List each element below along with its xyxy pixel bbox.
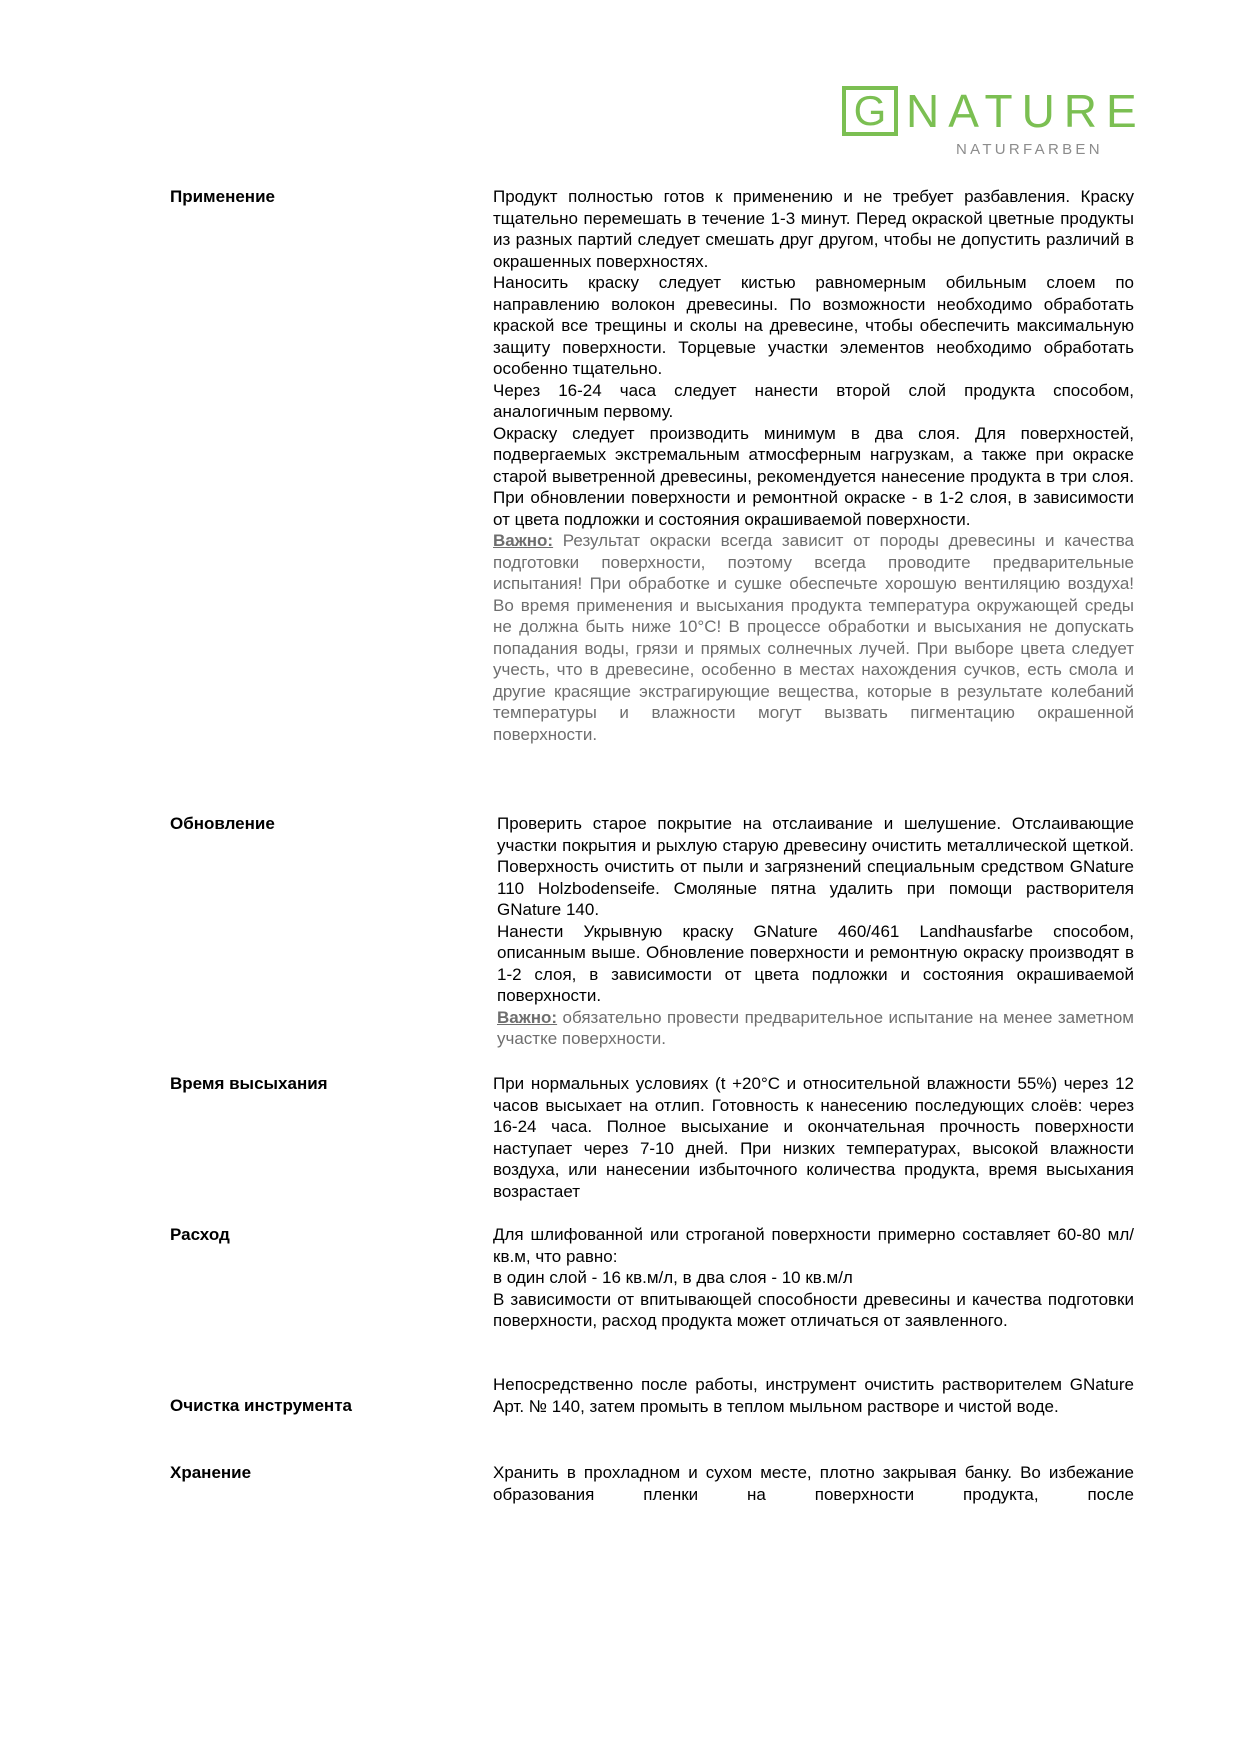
- paragraph: Продукт полностью готов к применению и не требует разбавления. Краску тщательно перемешать в течение 1-3 минут. Перед окраской цветные продукты из разных партий следует смешать друг другом, чтобы не допустить различий в окрашенных поверхностях.: [493, 187, 1134, 271]
- section-label: Время высыхания: [170, 1074, 328, 1093]
- section-content: [493, 186, 1134, 745]
- important-note: [493, 530, 1134, 745]
- section-label: Очистка инструмента: [170, 1396, 352, 1415]
- logo-letter: G: [853, 87, 887, 134]
- paragraph: Через 16-24 часа следует нанести второй слой продукта способом, аналогичным первому.: [493, 380, 1134, 421]
- paragraph: Для шлифованной или строганой поверхности примерно составляет 60-80 мл/кв.м, что равно:: [493, 1225, 1134, 1266]
- note-label: Важно:: [493, 531, 554, 550]
- paragraph: В зависимости от впитывающей способности древесины и качества подготовки поверхности, расход продукта может отличаться от заявленного.: [493, 1289, 1134, 1330]
- section-content: [497, 813, 1134, 1050]
- note-label: Важно:: [497, 1007, 558, 1027]
- section-label: Расход: [170, 1225, 230, 1244]
- paragraph: Нанести Укрывную краску GNature 460/461 Landhausfarbe способом, описанным выше. Обновление поверхности и ремонтную окраску производят в 1-2 слоя, в зависимости от цвета подложки и состояния окрашиваемой поверхности.: [497, 921, 1134, 1005]
- section-content: [493, 1462, 1134, 1505]
- section-label: Обновление: [170, 814, 275, 833]
- paragraph: Непосредственно после работы, инструмент очистить растворителем GNature Арт. № 140, затем промыть в теплом мыльном растворе и чистой воде.: [493, 1375, 1134, 1416]
- section-content: [493, 1224, 1134, 1332]
- logo-word: NATURE: [906, 85, 1146, 137]
- paragraph: Хранить в прохладном и сухом месте, плотно закрывая банку. Во избежание образования пленки на поверхности продукта, после: [493, 1463, 1134, 1504]
- paragraph: Проверить старое покрытие на отслаивание и шелушение. Отслаивающие участки покрытия и рыхлую старую древесину очистить металлической щеткой. Поверхность очистить от пыли и загрязнений специальным средством GNature 110 Holzbodenseife. Смоляные пятна удалить при помощи растворителя GNature 140.: [497, 814, 1134, 919]
- section-label: Хранение: [170, 1463, 252, 1482]
- section-content: [493, 1374, 1134, 1417]
- section-content: [493, 1073, 1134, 1202]
- paragraph: Окраску следует производить минимум в два слоя. Для поверхностей, подвергаемых экстремальным атмосферным нагрузкам, а также при окраске старой выветренной древесины, рекомендуется нанесение продукта в три слоя. При обновлении поверхности и ремонтной окраске - в 1-2 слоя, в зависимости от цвета подложки и состояния окрашиваемой поверхности.: [493, 423, 1134, 529]
- note-text: обязательно провести предварительное испытание на менее заметном участке поверхности.: [497, 1007, 1134, 1048]
- paragraph: в один слой - 16 кв.м/л, в два слоя - 10 кв.м/л: [493, 1268, 853, 1287]
- logo-subtitle: NATURFARBEN: [956, 141, 1103, 158]
- paragraph: Наносить краску следует кистью равномерным обильным слоем по направлению волокон древесины. По возможности необходимо обработать краской все трещины и сколы на древесине, чтобы обеспечить максимальную защиту поверхности. Торцевые участки элементов необходимо обработать особенно тщательно.: [493, 273, 1134, 378]
- note-text: Результат окраски всегда зависит от породы древесины и качества подготовки поверхности, поэтому всегда проводите предварительные испытания! При обработке и сушке обеспечьте хорошую вентиляцию воздуха! Во время применения и высыхания продукта температура окружающей среды не должна быть ниже 10°C! В процессе обработки и высыхания не допускать попадания воды, грязи и прямых солнечных лучей. При выборе цвета следует учесть, что в древесине, особенно в местах нахождения сучков, есть смола и другие красящие экстрагирующие вещества, которые в результате колебаний температуры и влажности могут вызвать пигментацию окрашенной поверхности.: [493, 531, 1134, 744]
- paragraph: При нормальных условиях (t +20°С и относительной влажности 55%) через 12 часов высыхает на отлип. Готовность к нанесению последующих слоёв: через 16-24 часа. Полное высыхание и окончательная прочность поверхности наступает через 7-10 дней. При низких температурах, высокой влажности воздуха, или нанесении избыточного количества продукта, время высыхания возрастает: [493, 1074, 1134, 1201]
- important-note: [497, 1007, 1134, 1050]
- brand-logo: [842, 84, 1146, 164]
- section-label: Применение: [170, 187, 275, 206]
